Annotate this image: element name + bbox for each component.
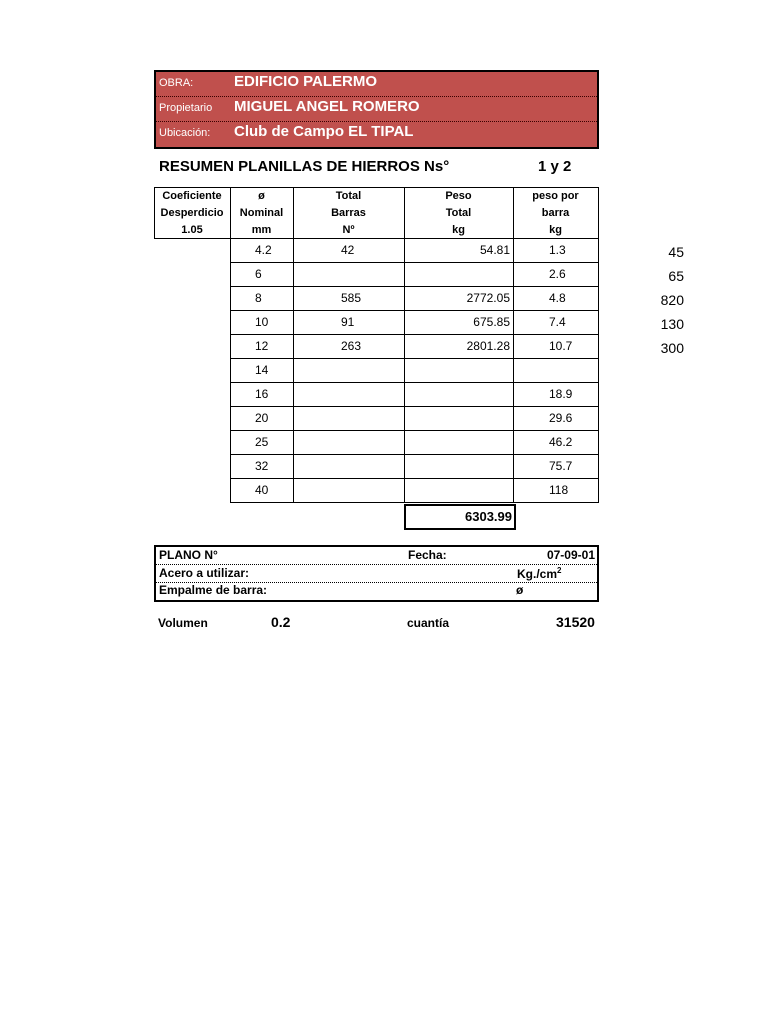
table-cell-weight	[404, 478, 510, 502]
propietario-row	[156, 97, 597, 122]
header-peso-barra-line: kg	[549, 224, 562, 236]
header-nominal-line: Nominal	[239, 207, 284, 219]
obra-row	[156, 72, 597, 97]
header-total-barras-line: Nº	[342, 224, 355, 236]
table-cell-diameter: 14	[255, 363, 269, 377]
table-cell-weight-per-bar	[549, 358, 589, 382]
table-cell-diameter: 8	[255, 291, 262, 305]
table-cell-weight-per-bar: 46.2	[549, 435, 573, 449]
fecha-value: 07-09-01	[546, 548, 595, 562]
table-cell-weight-per-bar: 4.8	[549, 291, 566, 305]
project-header	[154, 70, 599, 149]
header-peso-total-line: Peso	[445, 190, 472, 202]
acero-unit	[517, 566, 561, 581]
acero-row	[156, 565, 597, 583]
table-cell-weight-per-bar: 118	[549, 483, 569, 497]
header-coeficiente-line: 1.05	[181, 224, 203, 236]
side-value: 45	[668, 244, 684, 260]
header-peso-barra-line: barra	[541, 207, 570, 219]
acero-label: Acero a utilizar:	[159, 566, 250, 580]
body-col-border	[230, 238, 231, 502]
page-title: RESUMEN PLANILLAS DE HIERROS Ns°	[159, 158, 450, 175]
propietario-label: Propietario	[159, 102, 213, 114]
table-cell-bars: 42	[341, 243, 355, 257]
propietario-value: MIGUEL ANGEL ROMERO	[234, 98, 420, 115]
header-peso-total-line: Total	[445, 207, 472, 219]
obra-label: OBRA:	[159, 77, 194, 89]
header-total-barras-line: Barras	[331, 207, 366, 219]
volumen-label: Volumen	[158, 616, 208, 630]
side-value: 65	[668, 268, 684, 284]
header-peso-barra-line: peso por	[532, 190, 579, 202]
planilla-numbers: 1 y 2	[538, 158, 572, 175]
table-cell-weight	[404, 358, 510, 382]
header-peso-total-line: kg	[452, 224, 465, 236]
row-border	[230, 502, 599, 503]
table-cell-bars: 263	[341, 339, 362, 353]
header-nominal-line: mm	[251, 224, 272, 236]
table-cell-diameter: 25	[255, 435, 269, 449]
empalme-label: Empalme de barra:	[159, 583, 268, 597]
fecha-label: Fecha:	[408, 548, 447, 562]
table-cell-bars	[341, 478, 381, 502]
table-cell-bars	[341, 382, 381, 406]
table-cell-bars: 91	[341, 315, 355, 329]
total-weight: 6303.99	[404, 504, 516, 530]
table-cell-weight-per-bar: 1.3	[549, 243, 566, 257]
side-value	[600, 384, 684, 408]
table-cell-bars: 585	[341, 291, 362, 305]
obra-value: EDIFICIO PALERMO	[234, 73, 378, 90]
side-value	[600, 360, 684, 384]
side-value	[600, 480, 684, 504]
side-value	[600, 408, 684, 432]
table-cell-diameter: 40	[255, 483, 269, 497]
plano-label: PLANO N°	[159, 548, 218, 562]
acero-unit-text: Kg./cm	[517, 567, 558, 581]
side-value: 820	[660, 292, 684, 308]
empalme-row	[156, 582, 597, 599]
plano-row	[156, 547, 597, 565]
table-cell-diameter: 16	[255, 387, 269, 401]
empalme-symbol: ø	[516, 583, 524, 597]
table-cell-bars	[341, 406, 381, 430]
table-cell-weight	[404, 382, 510, 406]
table-cell-diameter: 12	[255, 339, 269, 353]
table-cell-weight-per-bar: 18.9	[549, 387, 573, 401]
cuantia-value: 31520	[556, 614, 595, 630]
table-cell-weight-per-bar: 2.6	[549, 267, 566, 281]
table-cell-diameter: 6	[255, 267, 262, 281]
table-cell-bars	[341, 430, 381, 454]
table-cell-weight: 2801.28	[466, 339, 510, 353]
table-cell-weight	[404, 454, 510, 478]
header-nominal-line: ø	[258, 190, 265, 202]
table-cell-diameter: 4.2	[255, 243, 272, 257]
side-value: 300	[660, 340, 684, 356]
table-cell-weight-per-bar: 10.7	[549, 339, 573, 353]
table-cell-bars	[341, 262, 381, 286]
plano-block	[154, 545, 599, 602]
ubicacion-value: Club de Campo EL TIPAL	[234, 123, 414, 140]
cuantia-label: cuantía	[407, 616, 450, 630]
table-cell-bars	[341, 454, 381, 478]
body-col-border	[598, 238, 599, 502]
body-col-border	[513, 238, 514, 502]
ubicacion-row	[156, 122, 597, 146]
table-cell-diameter: 20	[255, 411, 269, 425]
table-cell-bars	[341, 358, 381, 382]
ubicacion-label: Ubicación:	[159, 127, 211, 139]
header-col-border	[598, 187, 599, 238]
table-cell-weight	[404, 430, 510, 454]
acero-unit-exponent: 2	[557, 566, 562, 575]
side-value	[600, 432, 684, 456]
table-cell-weight-per-bar: 75.7	[549, 459, 573, 473]
header-total-barras-line: Total	[335, 190, 362, 202]
side-value	[600, 456, 684, 480]
side-value: 130	[660, 316, 684, 332]
table-cell-diameter: 10	[255, 315, 269, 329]
table-cell-weight	[404, 262, 510, 286]
header-coeficiente-line: Coeficiente	[162, 190, 222, 202]
table-cell-weight-per-bar: 29.6	[549, 411, 573, 425]
table-cell-weight: 2772.05	[466, 291, 510, 305]
table-cell-diameter: 32	[255, 459, 269, 473]
table-cell-weight	[404, 406, 510, 430]
table-cell-weight: 54.81	[479, 243, 510, 257]
table-cell-weight-per-bar: 7.4	[549, 315, 566, 329]
header-coeficiente-line: Desperdicio	[160, 207, 224, 219]
table-cell-weight: 675.85	[473, 315, 510, 329]
volumen-value: 0.2	[271, 614, 291, 630]
